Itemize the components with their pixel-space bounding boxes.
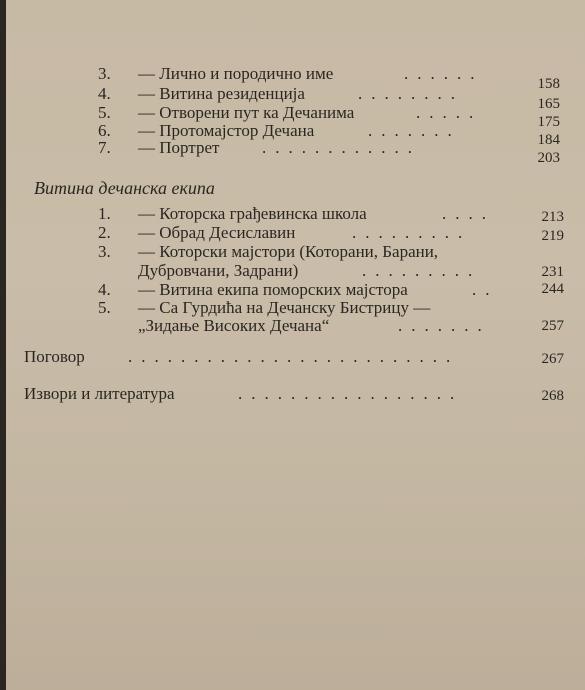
toc-entry: [98, 243, 438, 261]
toc-entry: [98, 205, 367, 223]
entry-number: 5.: [98, 298, 111, 317]
entry-page: 184: [537, 132, 560, 148]
toc-entry: [98, 104, 354, 122]
toc-entry: [98, 85, 305, 103]
entry-page: 244: [541, 281, 564, 297]
entry-page: 267: [541, 351, 564, 367]
toc-entry-continuation: [138, 317, 329, 335]
leader-dots: ......: [404, 64, 484, 83]
leader-dots: .....: [416, 103, 483, 122]
toc-entry: [98, 65, 333, 83]
entry-number: 3.: [98, 64, 111, 83]
entry-page: 175: [537, 114, 560, 130]
entry-title: — Витина резиденција: [138, 84, 305, 103]
toc-entry: [98, 281, 408, 299]
entry-title: — Обрад Десиславин: [138, 223, 296, 242]
toc-entry-continuation: [138, 262, 298, 280]
entry-number: 1.: [98, 204, 111, 223]
entry-number: 2.: [98, 223, 111, 242]
entry-title: Поговор: [24, 347, 85, 366]
entry-number: 5.: [98, 103, 111, 122]
entry-title: — Отворени пут ка Дечанима: [138, 103, 355, 122]
entry-page: 268: [541, 388, 564, 404]
entry-title: — Лично и породично име: [138, 64, 334, 83]
entry-number: 4.: [98, 280, 111, 299]
leader-dots: .................: [238, 384, 464, 403]
entry-page: 213: [541, 209, 564, 225]
entry-title: — Которски мајстори (Которани, Барани,: [138, 242, 439, 261]
entry-page: 203: [537, 150, 560, 166]
entry-page: 219: [541, 228, 564, 244]
entry-title: — Портрет: [138, 138, 220, 157]
toc-entry: [24, 385, 175, 403]
entry-page: 257: [541, 318, 564, 334]
entry-title-line2: „Зидање Високих Дечана“: [138, 316, 330, 335]
section-heading: Витина дечанска екипа: [34, 178, 215, 198]
entry-number: 7.: [98, 138, 111, 157]
entry-title-line2: Дубровчани, Задрани): [138, 261, 299, 280]
toc-entry: [24, 348, 85, 366]
toc-entry: [98, 299, 430, 317]
leader-dots: .......: [368, 121, 461, 140]
entry-number: 6.: [98, 121, 111, 140]
leader-dots: .........: [362, 261, 482, 280]
entry-number: 3.: [98, 242, 111, 261]
entry-number: 4.: [98, 84, 111, 103]
leader-dots: ............: [262, 138, 421, 157]
toc-entry: [98, 139, 219, 157]
book-page: [6, 0, 585, 690]
toc-entry: [98, 224, 295, 242]
leader-dots: .........................: [128, 347, 460, 366]
leader-dots: ....: [442, 204, 495, 223]
entry-title: — Са Гурдића на Дечанску Бистрицу —: [138, 298, 431, 317]
leader-dots: ..: [472, 280, 499, 299]
leader-dots: .........: [352, 223, 472, 242]
entry-page: 231: [541, 264, 564, 280]
leader-dots: ........: [358, 84, 464, 103]
entry-title: — Которска грађевинска школа: [138, 204, 367, 223]
entry-title: Извори и литература: [24, 384, 175, 403]
leader-dots: .......: [398, 316, 491, 335]
entry-title: — Протомајстор Дечана: [138, 121, 315, 140]
entry-page: 158: [537, 76, 560, 92]
entry-page: 165: [537, 96, 560, 112]
entry-title: — Витина екипа поморских мајстора: [138, 280, 408, 299]
